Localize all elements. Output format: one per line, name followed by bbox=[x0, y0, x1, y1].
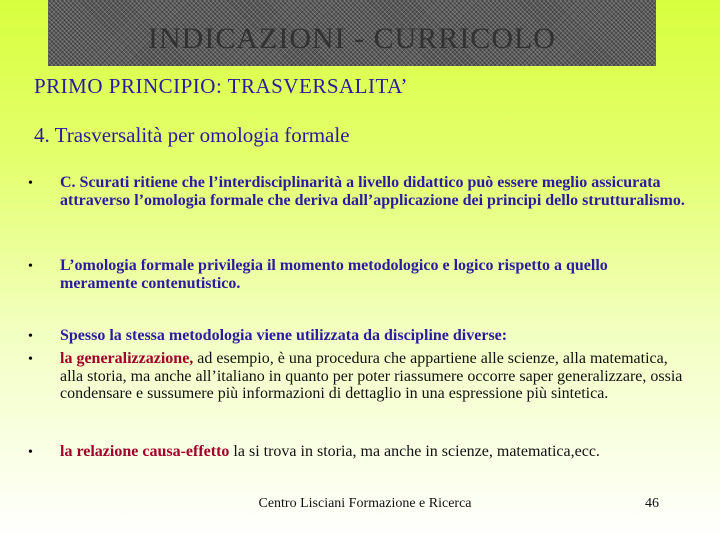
bullet-text: L’omologia formale privilegia il momento metodologico e logico rispetto a quello meramente contenutistico. bbox=[60, 257, 608, 292]
slide-title: INDICAZIONI - CURRICOLO bbox=[148, 22, 556, 55]
bullet-marker: • bbox=[28, 352, 33, 367]
bullet-marker: • bbox=[28, 176, 33, 191]
bullet-body: ad esempio, è una procedura che appartiene alle scienze, alla matematica, alla storia, ma anche all’italiano in quanto per poter riassumere occorre saper generalizzare, ossia condensare e sussumere più informazioni di dettaglio in una espressione più sintetica. bbox=[60, 350, 683, 402]
list-item bbox=[28, 257, 688, 292]
footer-credit: Centro Lisciani Formazione e Ricerca bbox=[258, 496, 472, 511]
list-item bbox=[28, 327, 688, 345]
list-item bbox=[28, 350, 688, 403]
list-item bbox=[28, 174, 688, 209]
bullet-body: la si trova in storia, ma anche in scienze, matematica,ecc. bbox=[229, 443, 600, 460]
page-number: 46 bbox=[645, 496, 659, 511]
bullet-marker: • bbox=[28, 259, 33, 274]
list-item bbox=[28, 443, 688, 461]
section-heading: 4. Trasversalità per omologia formale bbox=[34, 123, 350, 147]
principle-heading: PRIMO PRINCIPIO: TRASVERSALITA’ bbox=[34, 74, 408, 98]
bullet-text bbox=[60, 443, 688, 461]
bullet-text: Spesso la stessa metodologia viene utilizzata da discipline diverse: bbox=[60, 327, 508, 344]
bullet-lead: la generalizzazione, bbox=[60, 350, 194, 367]
bullet-marker: • bbox=[28, 329, 33, 344]
bullet-text: C. Scurati ritiene che l’interdisciplinarità a livello didattico può essere meglio assicurata attraverso l’omologia formale che deriva dall’applicazione dei principi dello strutturalismo. bbox=[60, 174, 685, 209]
bullet-text bbox=[60, 350, 688, 403]
bullet-lead: la relazione causa-effetto bbox=[60, 443, 230, 460]
bullet-marker: • bbox=[28, 445, 33, 460]
